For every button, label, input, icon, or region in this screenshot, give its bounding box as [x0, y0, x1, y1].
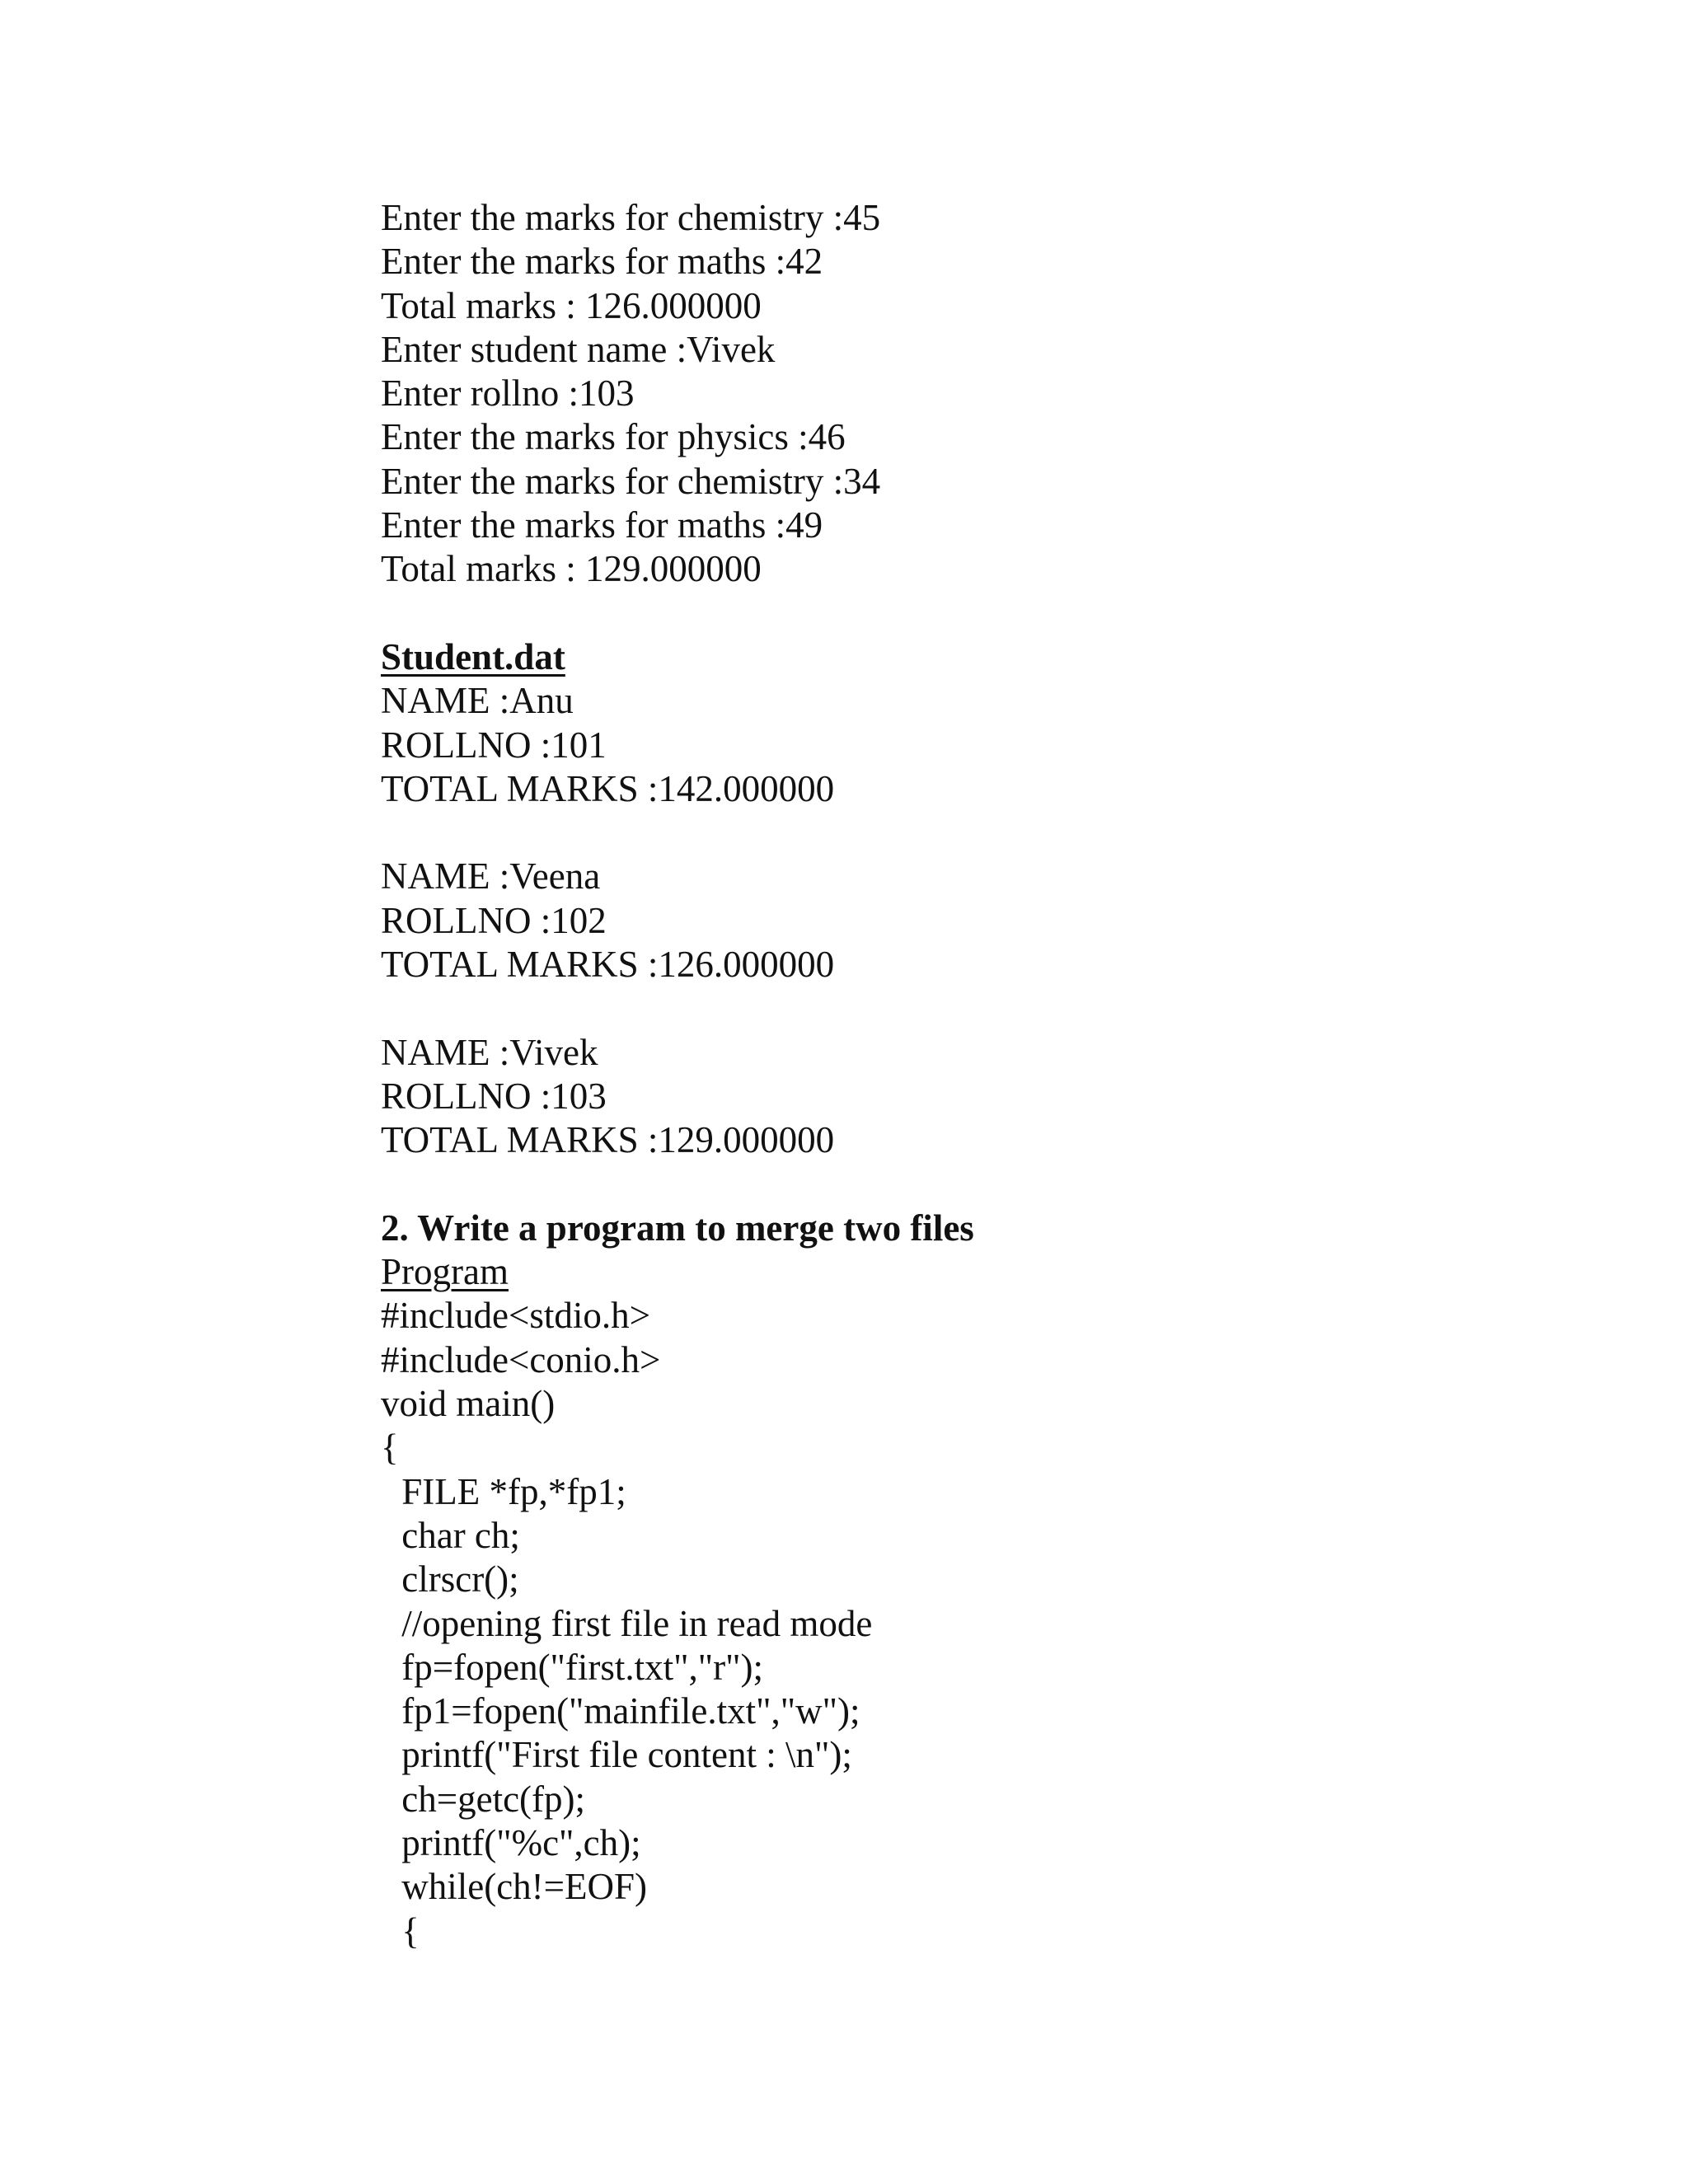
code-line: fp1=fopen("mainfile.txt","w"); [392, 1690, 860, 1732]
record-total: TOTAL MARKS :126.000000 [381, 944, 835, 986]
record-name: NAME :Anu [381, 680, 574, 722]
code-line: #include<conio.h> [381, 1338, 661, 1380]
code-line: printf("First file content : \n"); [392, 1734, 852, 1776]
question-heading: 2. Write a program to merge two files [381, 1207, 974, 1249]
code-line: { [381, 1427, 399, 1469]
console-output [381, 196, 1535, 592]
code-line: char ch; [392, 1514, 520, 1556]
code-line: fp=fopen("first.txt","r"); [392, 1646, 763, 1688]
record-rollno: ROLLNO :103 [381, 1075, 607, 1117]
output-line: Enter student name :Vivek [381, 328, 776, 370]
student-dat-heading: Student.dat [381, 635, 565, 677]
code-line: while(ch!=EOF) [392, 1866, 648, 1908]
record-total: TOTAL MARKS :142.000000 [381, 767, 835, 809]
student-record [381, 855, 1535, 987]
code-line: { [392, 1910, 420, 1952]
spacer [381, 987, 1535, 1030]
question-2-section [381, 1207, 1535, 1953]
record-total: TOTAL MARKS :129.000000 [381, 1119, 835, 1161]
spacer [381, 1163, 1535, 1207]
code-line: //opening first file in read mode [392, 1602, 873, 1644]
output-line: Total marks : 126.000000 [381, 284, 762, 326]
document-page [381, 196, 1535, 1953]
code-listing [381, 1294, 1535, 1952]
output-line: Enter the marks for maths :42 [381, 241, 823, 283]
student-record [381, 1031, 1535, 1163]
output-line: Enter the marks for maths :49 [381, 504, 823, 546]
output-line: Total marks : 129.000000 [381, 548, 762, 590]
code-line: ch=getc(fp); [392, 1778, 586, 1820]
record-rollno: ROLLNO :102 [381, 899, 607, 941]
program-subheading: Program [381, 1251, 509, 1293]
output-line: Enter the marks for physics :46 [381, 416, 846, 458]
output-line: Enter rollno :103 [381, 373, 635, 415]
spacer [381, 811, 1535, 855]
record-name: NAME :Veena [381, 855, 601, 898]
output-line: Enter the marks for chemistry :45 [381, 197, 881, 238]
student-record [381, 679, 1535, 811]
code-line: void main() [381, 1383, 556, 1425]
student-dat-section [381, 635, 1535, 1163]
record-rollno: ROLLNO :101 [381, 724, 607, 766]
code-line: #include<stdio.h> [381, 1295, 650, 1337]
code-line: FILE *fp,*fp1; [392, 1470, 626, 1512]
output-line: Enter the marks for chemistry :34 [381, 460, 881, 502]
code-line: clrscr(); [392, 1558, 519, 1601]
spacer [381, 592, 1535, 635]
code-line: printf("%c",ch); [392, 1821, 641, 1863]
record-name: NAME :Vivek [381, 1031, 598, 1073]
